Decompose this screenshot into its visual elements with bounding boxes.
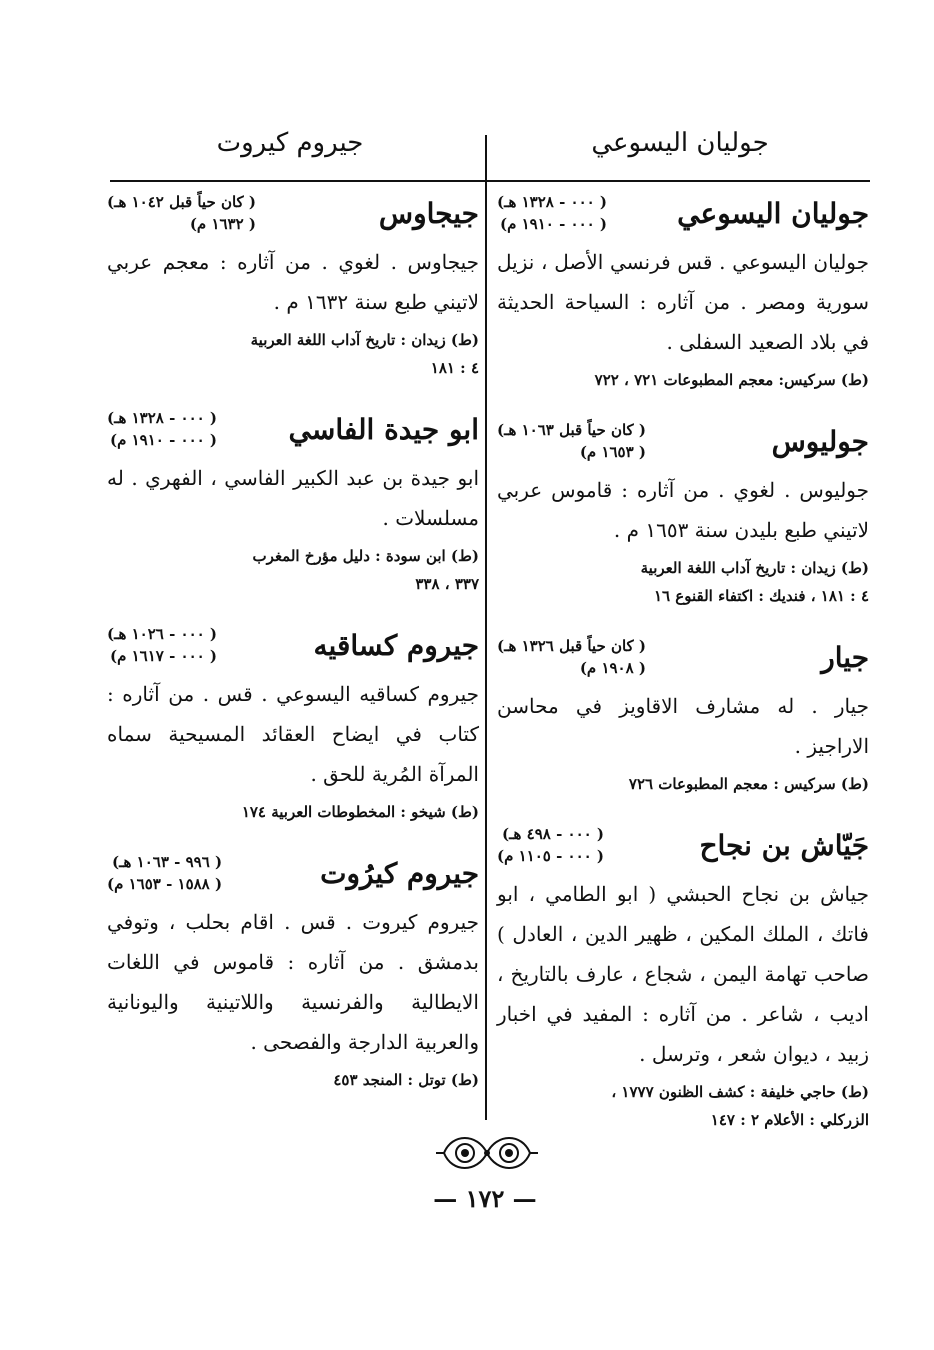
entry-text: جيروم كيروت . قس . اقام بحلب ، وتوفي بدمشق . من آثاره : قاموس في اللغات الايطالية والفرنسية واللاتينية واليونانية والعربية الدارجة والفصحى . [107, 910, 479, 1054]
entry-name: جيار [821, 640, 869, 674]
page-number: — ١٧٢ — [433, 1184, 537, 1213]
entry-dates: ( كان حياً قبل ١٠٤٢ هـ) ( ١٦٣٢ م) [107, 193, 256, 233]
entry-refs: (ط) شيخو : المخطوطات العربية ١٧٤ [241, 803, 479, 821]
entry-refs: (ط) زيدان : تاريخ آداب اللغة العربية ٤ : ١٨١ ، فنديك : اكتفاء القنوع ١٦ [640, 559, 869, 605]
entry-text: جيار . له مشارف الاقاويز في محاسن الاراجيز . [497, 694, 869, 758]
entry [497, 630, 869, 798]
header-rule [110, 180, 870, 182]
entry-refs: (ط) سركيس: معجم المطبوعات ٧٢١ ، ٧٢٢ [594, 371, 869, 389]
entry-name: جَيّاش بن نجاح [699, 828, 869, 862]
entry-text: جيروم كساقيه اليسوعي . قس . من آثاره : كتاب في ايضاح العقائد المسيحية سماه المرآة المُرية للحق . [107, 682, 479, 786]
entry-text: جياش بن نجاح الحبشي ( ابو الطامي ، ابو فاتك ، الملك المكين ، ظهير الدين ، العادل ) صاحب تهامة اليمن ، شجاع ، عارف بالتاريخ ، اديب ، شاعر . من آثاره : المفيد في اخبار زبيد ، ديوان شعر ، وترسل . [497, 882, 869, 1066]
entry-text: جيجاوس . لغوي . من آثاره : معجم عربي لاتيني طبع سنة ١٦٣٢ م . [107, 250, 479, 314]
entry [497, 818, 869, 1134]
entry [497, 414, 869, 610]
running-header-right: جوليان اليسوعي [591, 128, 769, 158]
right-column [497, 186, 869, 1154]
entry-text: جوليوس . لغوي . من آثاره : قاموس عربي لاتيني طبع بليدن سنة ١٦٥٣ م . [497, 478, 869, 542]
entry-dates: ( ٠٠٠ - ١٣٢٨ هـ) ( ٠٠٠ - ١٩١٠ م) [107, 409, 218, 449]
entry-refs: (ط) زيدان : تاريخ آداب اللغة العربية ٤ : ١٨١ [250, 331, 479, 377]
entry [107, 618, 479, 826]
entry-dates: ( ٠٠٠ - ١٠٢٦ هـ) ( ٠٠٠ - ١٦١٧ م) [107, 625, 218, 665]
left-column [107, 186, 479, 1114]
entry-name: جوليان اليسوعي [677, 196, 869, 230]
entry [107, 846, 479, 1094]
entry-refs: (ط) سركيس : معجم المطبوعات ٧٢٦ [628, 775, 869, 793]
entry-name: ابو جيدة الفاسي [288, 412, 479, 446]
entry-refs: (ط) حاجي خليفة : كشف الظنون ١٧٧٧ ، الزركلي : الأعلام ٢ : ١٤٧ [611, 1083, 869, 1129]
entry-dates: ( كان حياً قبل ١٠٦٣ هـ) ( ١٦٥٣ م) [497, 421, 646, 461]
entry [107, 186, 479, 382]
entry-text: ابو جيدة بن عبد الكبير الفاسي ، الفهري . له مسلسلات . [107, 466, 479, 530]
running-header-left: جيروم كيروت [216, 128, 364, 158]
ornament-icon [432, 1128, 542, 1178]
entry-name: جيجاوس [378, 196, 479, 230]
entry-dates: ( ٠٠٠ - ٤٩٨ هـ) ( ٠٠٠ - ١١٠٥ م) [497, 825, 605, 865]
entry [107, 402, 479, 598]
entry-refs: (ط) توتل : المنجد ٤٥٣ [333, 1071, 479, 1089]
entry-text: جوليان اليسوعي . قس فرنسي الأصل ، نزيل سورية ومصر . من آثاره : السياحة الحديثة في بلاد الصعيد السفلى . [497, 250, 869, 354]
entry-dates: ( ٠٠٠ - ١٣٢٨ هـ) ( ٠٠٠ - ١٩١٠ م) [497, 193, 608, 233]
entry [497, 186, 869, 394]
entry-dates: ( ٩٩٦ - ١٠٦٣ هـ) ( ١٥٨٨ - ١٦٥٣ م) [107, 853, 223, 893]
entry-name: جيروم كيرُوت [320, 856, 479, 890]
entry-dates: ( كان حياً قبل ١٣٢٦ هـ) ( ١٩٠٨ م) [497, 637, 646, 677]
column-divider [485, 135, 487, 1120]
entry-name: جيروم كساقيه [313, 628, 479, 662]
entry-refs: (ط) ابن سودة : دليل مؤرخ المغرب ٣٣٧ ، ٣٣٨ [252, 547, 479, 593]
entry-name: جوليوس [771, 424, 869, 458]
